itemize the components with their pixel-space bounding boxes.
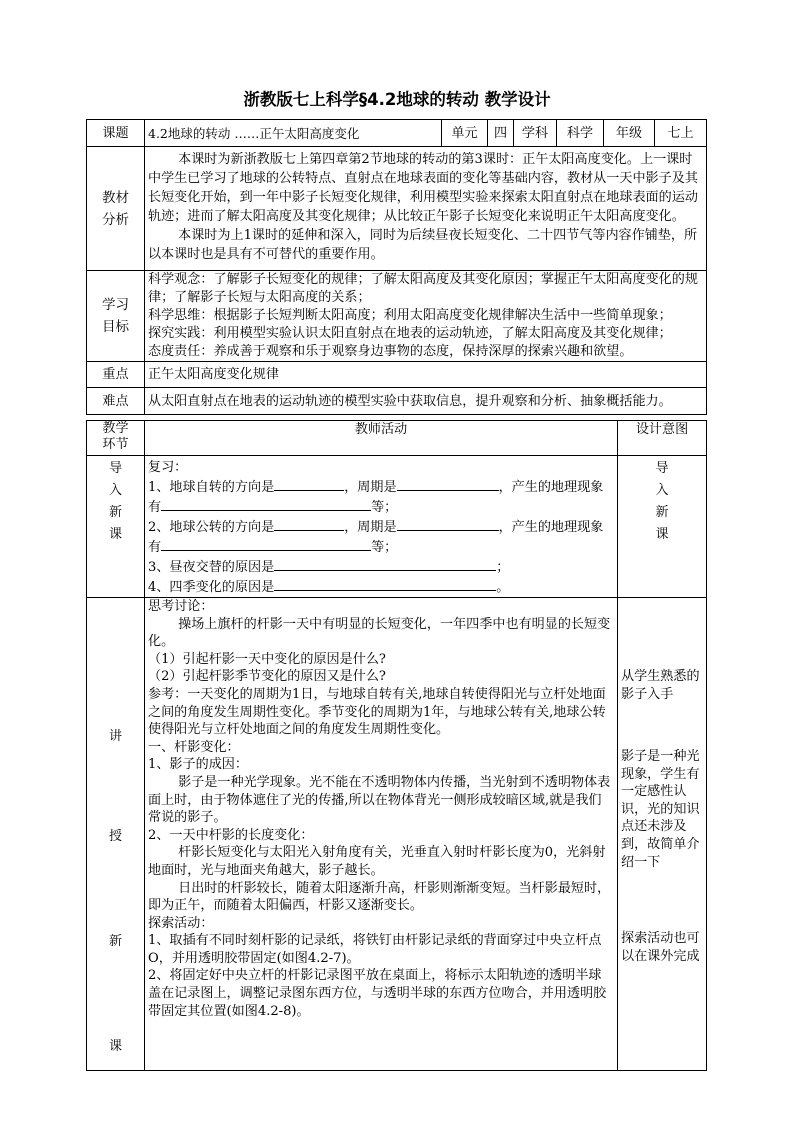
q2-text-a: 2、地球公转的方向是 (148, 520, 275, 535)
review-title: 复习： (148, 460, 188, 475)
blank-line[interactable] (397, 477, 499, 491)
q4-text: 4、四季变化的原因是 (148, 580, 275, 595)
teaching-process-table (86, 420, 707, 1071)
analysis-label-line2: 分析 (102, 211, 129, 228)
intro-stage-char: 课 (108, 527, 123, 542)
stage-header-line2: 环节 (102, 437, 129, 452)
q2-text-d: 等； (371, 540, 398, 555)
blank-line[interactable] (274, 577, 496, 591)
objectives-content (145, 271, 707, 362)
teaching-stage-char: 课 (108, 1039, 123, 1054)
teaching-stage-char: 授 (108, 829, 123, 844)
teaching-activity (145, 598, 618, 1071)
think-q1: （1）引起杆影一天中变化的原因是什么? (148, 651, 386, 667)
intro-intent-char: 入 (655, 483, 669, 498)
difficulty-label: 难点 (87, 388, 145, 415)
lesson-info-table (86, 119, 707, 415)
section-heading: 一、杆影变化： (148, 739, 240, 755)
length-change-text: 杆影长短变化与太阳光入射角度有关，光垂直入射时杆影长度为0，光斜射地面时，光与地面夹角越大，影子越长。 (148, 845, 606, 878)
intent-note: 探索活动也可以在课外完成 (621, 931, 700, 964)
think-title: 思考讨论： (148, 599, 214, 614)
blank-line[interactable] (274, 517, 344, 531)
blank-line[interactable] (161, 537, 371, 551)
explore-step-1: 1、取插有不同时刻杆影的记录纸，将铁钉由杆影记录纸的背面穿过中央立杆点O，并用透明胶带固定(如图4.2-7)。 (148, 933, 602, 966)
q2-text-b: ，周期是 (344, 520, 397, 535)
explore-step-2: 2、将固定好中央立杆的杆影记录图平放在桌面上，将标示太阳轨迹的透明半球盖在记录图上，调整记录图东西方位，与透明半球的东西方位吻合，并用透明胶带固定其位置(如图4.2-8)。 (148, 968, 607, 1019)
stage-header (87, 421, 145, 456)
q1-text-c: ，产生的地理现象有 (148, 480, 604, 515)
analysis-label-line1: 教材 (102, 189, 129, 206)
reference-answer: 参考：一天变化的周期为1日，与地球自转有关,地球自转使得阳光与立杆处地面之间的角度发生周期性变化。季节变化的周期为1年，与地球公转有关,地球公转使得阳光与立杆处地面之间的角度发生周期性变化。 (148, 686, 606, 738)
teaching-stage-char: 讲 (108, 729, 123, 744)
teaching-intent (618, 598, 707, 1071)
review-q1 (148, 477, 614, 517)
difficulty-value: 从太阳直射点在地表的运动轨迹的模型实验中获取信息，提升观察和分析、抽象概括能力。 (145, 388, 707, 415)
objective-item: 探究实践：利用模型实验认识太阳直射点在地表的运动轨迹，了解太阳高度及其变化规律； (148, 326, 672, 341)
objective-item: 态度责任：养成善于观察和乐于观察身边事物的态度，保持深厚的探索兴趣和欲望。 (148, 344, 633, 359)
objectives-label-line1: 学习 (102, 297, 129, 313)
grade-value: 七上 (655, 120, 707, 147)
intro-intent-char: 课 (655, 527, 669, 542)
intro-stage (87, 456, 145, 598)
objective-item: 科学观念：了解影子长短变化的规律；了解太阳高度及其变化原因；掌握正午太阳高度变化的规律；了解影子长短与太阳高度的关系； (148, 272, 698, 305)
intent-note: 从学生熟悉的影子入手 (621, 669, 700, 702)
think-q2: （2）引起杆影季节变化的原因又是什么? (148, 669, 386, 685)
grade-label: 年级 (604, 120, 655, 147)
analysis-content (145, 147, 707, 271)
q4-end: 。 (496, 580, 510, 595)
think-intro: 操场上旗杆的杆影一天中有明显的长短变化，一年四季中也有明显的长短变化。 (148, 616, 611, 650)
q3-end: ； (496, 560, 510, 575)
shadow-cause-text: 影子是一种光学现象。光不能在不透明物体内传播，当光射到不透明物体表面上时，由于物体遮住了光的传播,所以在物体背光一侧形成较暗区域,就是我们常说的影子。 (148, 774, 611, 826)
unit-value: 四 (488, 120, 514, 147)
unit-label: 单元 (442, 120, 488, 147)
analysis-label (87, 147, 145, 271)
design-intent-header: 设计意图 (618, 421, 707, 456)
subsection-heading: 1、影子的成因： (148, 757, 248, 773)
sunrise-text: 日出时的杆影较长，随着太阳逐渐升高，杆影则渐渐变短。当杆影最短时，即为正午，而随着太阳偏西，杆影又逐渐变长。 (148, 880, 611, 914)
objectives-label (87, 271, 145, 362)
intro-stage-char: 入 (108, 483, 123, 498)
blank-line[interactable] (274, 477, 344, 491)
objectives-label-line2: 目标 (102, 319, 129, 335)
q1-text-b: ，周期是 (344, 480, 397, 495)
review-q3 (148, 557, 614, 577)
teaching-stage-char: 新 (108, 934, 123, 949)
page-title: 浙教版七上科学§4.2地球的转动 教学设计 (243, 90, 551, 109)
topic-label: 课题 (87, 120, 145, 147)
subsection-heading: 2、一天中杆影的长度变化： (148, 827, 314, 843)
intent-note: 影子是一种光现象，学生有一定感性认识，光的知识点还未涉及到，故简单介绍一下 (621, 749, 700, 870)
analysis-para-1: 本课时为新浙教版七上第四章第2节地球的转动的第3课时：正午太阳高度变化。上一课时中学生已学习了地球的公转特点、直射点在地球表面的变化等基础内容，教材从一天中影子及其长短变化开始，到一年中影子长短变化规律，利用模型实验来探索太阳直射点在地球表面的运动轨迹；进而了解太阳高度及其变化规律；从比较正午影子长短变化来说明正午太阳高度变化。 (148, 152, 698, 224)
intro-intent (618, 456, 707, 598)
objective-item: 科学思维：根据影子长短判断太阳高度；利用太阳高度变化规律解决生活中一些简单现象； (148, 308, 672, 323)
key-point-value: 正午太阳高度变化规律 (145, 362, 707, 388)
blank-line[interactable] (161, 497, 371, 511)
q1-text-a: 1、地球自转的方向是 (148, 480, 275, 495)
q3-text: 3、昼夜交替的原因是 (148, 560, 275, 575)
intro-stage-char: 导 (108, 461, 123, 476)
analysis-para-2: 本课时为上1课时的延伸和深入，同时为后续昼夜长短变化、二十四节气等内容作铺垫，所以本课时也是具有不可替代的重要作用。 (148, 228, 698, 262)
intro-intent-char: 新 (655, 505, 669, 520)
topic-value: 4.2地球的转动 ……正午太阳高度变化 (145, 120, 442, 147)
key-point-label: 重点 (87, 362, 145, 388)
subject-value: 科学 (557, 120, 604, 147)
q1-text-d: 等； (371, 500, 398, 515)
review-q4 (148, 577, 614, 597)
blank-line[interactable] (397, 517, 499, 531)
q2-text-c: ，产生的地理现象有 (148, 520, 604, 555)
intro-stage-char: 新 (108, 505, 123, 520)
stage-header-line1: 教学 (102, 421, 129, 436)
teaching-stage (87, 598, 145, 1071)
teacher-activity-header: 教师活动 (145, 421, 618, 456)
explore-title: 探索活动： (148, 915, 214, 931)
intro-intent-char: 导 (655, 461, 669, 476)
subject-label: 学科 (514, 120, 557, 147)
intro-activity (145, 456, 618, 598)
blank-line[interactable] (274, 557, 496, 571)
review-q2 (148, 517, 614, 557)
